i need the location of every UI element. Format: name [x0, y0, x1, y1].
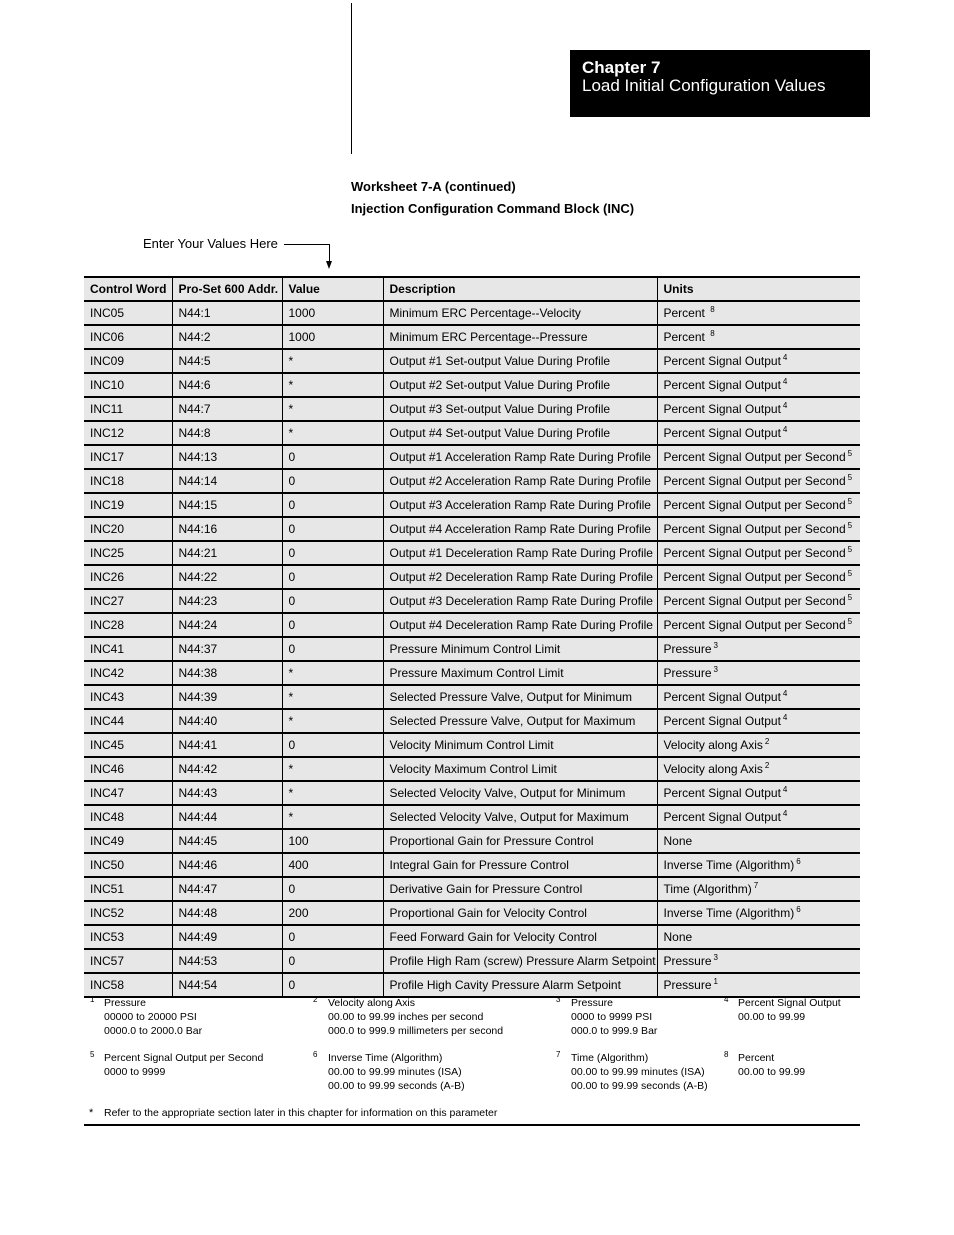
table-row: [84, 781, 860, 805]
footnote-ref: 4: [782, 689, 788, 698]
table-row: [84, 349, 860, 373]
units-text: Percent Signal Output: [663, 714, 781, 728]
units-text: Percent Signal Output per Second: [663, 498, 846, 512]
cell-address: N44:43: [172, 781, 282, 805]
units-text: Percent Signal Output per Second: [663, 570, 846, 584]
table-row: [84, 589, 860, 613]
table-row: [84, 757, 860, 781]
cell-value[interactable]: *: [282, 397, 383, 421]
footnote: [738, 1051, 805, 1079]
cell-value[interactable]: 0: [282, 733, 383, 757]
table-row: [84, 709, 860, 733]
cell-address: N44:7: [172, 397, 282, 421]
footnote-ref: 2: [764, 737, 770, 746]
footnote-line: Time (Algorithm): [571, 1052, 649, 1064]
cell-control-word: INC57: [84, 949, 172, 973]
cell-units: [657, 781, 860, 805]
column-header-units: Units: [657, 277, 860, 301]
footnote-number: 3: [556, 995, 561, 1004]
cell-description: Output #2 Set-output Value During Profile: [383, 373, 657, 397]
cell-units: [657, 541, 860, 565]
table-row: [84, 469, 860, 493]
cell-address: N44:44: [172, 805, 282, 829]
cell-control-word: INC58: [84, 973, 172, 997]
cell-control-word: INC06: [84, 325, 172, 349]
cell-control-word: INC28: [84, 613, 172, 637]
footnote-ref: 4: [782, 353, 788, 362]
cell-control-word: INC43: [84, 685, 172, 709]
units-text: Percent Signal Output: [663, 426, 781, 440]
cell-address: N44:54: [172, 973, 282, 997]
footnote-ref: 6: [796, 905, 801, 914]
cell-units: [657, 949, 860, 973]
units-text: Percent Signal Output: [663, 402, 781, 416]
footnote-line: 00.00 to 99.99 minutes (ISA): [571, 1066, 705, 1078]
table-body: [84, 301, 860, 997]
cell-address: N44:39: [172, 685, 282, 709]
cell-address: N44:6: [172, 373, 282, 397]
units-text: Percent: [663, 330, 709, 344]
cell-value[interactable]: 1000: [282, 301, 383, 325]
cell-description: Selected Velocity Valve, Output for Minimum: [383, 781, 657, 805]
cell-address: N44:8: [172, 421, 282, 445]
inc-configuration-table: [84, 276, 860, 998]
cell-description: Minimum ERC Percentage--Pressure: [383, 325, 657, 349]
cell-value[interactable]: 0: [282, 517, 383, 541]
footnote: [328, 1051, 465, 1093]
cell-control-word: INC09: [84, 349, 172, 373]
footnote: [571, 996, 657, 1038]
cell-control-word: INC12: [84, 421, 172, 445]
table-row: [84, 733, 860, 757]
footnote-number: 8: [724, 1050, 729, 1059]
cell-control-word: INC26: [84, 565, 172, 589]
footnote-ref: 5: [847, 449, 853, 458]
cell-control-word: INC18: [84, 469, 172, 493]
table-row: [84, 613, 860, 637]
footnote-ref: 7: [753, 881, 759, 890]
cell-value[interactable]: 0: [282, 637, 383, 661]
cell-description: Integral Gain for Pressure Control: [383, 853, 657, 877]
units-text: Percent Signal Output: [663, 786, 781, 800]
table-row: [84, 829, 860, 853]
note-marker: *: [89, 1107, 94, 1119]
cell-address: N44:21: [172, 541, 282, 565]
cell-units: [657, 733, 860, 757]
footnote-ref: 8: [710, 305, 715, 314]
footnote-line: 00.00 to 99.99: [738, 1011, 806, 1023]
units-text: Percent Signal Output: [663, 378, 781, 392]
footnote-ref: 5: [847, 497, 853, 506]
cell-control-word: INC52: [84, 901, 172, 925]
cell-address: N44:49: [172, 925, 282, 949]
footnote-ref: 3: [713, 665, 718, 674]
cell-address: N44:40: [172, 709, 282, 733]
footnote-ref: 5: [847, 569, 853, 578]
cell-description: Profile High Ram (screw) Pressure Alarm Setpoint: [383, 949, 657, 973]
footnote-ref: 4: [782, 425, 788, 434]
table-header-row: [84, 277, 860, 301]
chapter-title: Load Initial Configuration Values: [582, 76, 826, 95]
cell-address: N44:38: [172, 661, 282, 685]
footnote-line: 00.00 to 99.99 minutes (ISA): [328, 1066, 462, 1078]
cell-address: N44:42: [172, 757, 282, 781]
cell-description: Output #4 Set-output Value During Profile: [383, 421, 657, 445]
cell-description: Output #1 Set-output Value During Profile: [383, 349, 657, 373]
cell-control-word: INC05: [84, 301, 172, 325]
table-row: [84, 925, 860, 949]
table-row: [84, 973, 860, 997]
table-row: [84, 901, 860, 925]
cell-address: N44:1: [172, 301, 282, 325]
footnote-ref: 5: [847, 545, 853, 554]
cell-control-word: INC47: [84, 781, 172, 805]
footnote-line: 000.0 to 999.9 Bar: [571, 1025, 658, 1037]
cell-description: Output #1 Acceleration Ramp Rate During Profile: [383, 445, 657, 469]
footnote-number: 2: [313, 995, 318, 1004]
callout-arrow-line: [284, 244, 330, 245]
footnote-ref: 8: [710, 329, 715, 338]
cell-units: [657, 349, 860, 373]
footnote: [571, 1051, 708, 1093]
cell-description: Selected Pressure Valve, Output for Minimum: [383, 685, 657, 709]
chapter-header: [570, 50, 870, 117]
table-row: [84, 637, 860, 661]
cell-control-word: INC49: [84, 829, 172, 853]
cell-units: [657, 469, 860, 493]
worksheet-title: Worksheet 7-A (continued): [351, 179, 516, 194]
table-row: [84, 661, 860, 685]
cell-description: Output #4 Acceleration Ramp Rate During Profile: [383, 517, 657, 541]
cell-address: N44:41: [172, 733, 282, 757]
column-header-control-word: Control Word: [84, 277, 172, 301]
units-text: Percent Signal Output per Second: [663, 450, 846, 464]
cell-control-word: INC50: [84, 853, 172, 877]
cell-control-word: INC53: [84, 925, 172, 949]
units-text: Pressure: [663, 642, 712, 656]
footnote-ref: 3: [713, 641, 718, 650]
cell-control-word: INC42: [84, 661, 172, 685]
footnote-number: 6: [313, 1050, 318, 1059]
units-text: Pressure: [663, 954, 712, 968]
cell-address: N44:47: [172, 877, 282, 901]
footnote: [104, 996, 202, 1038]
table-row: [84, 949, 860, 973]
footnote-number: 1: [90, 995, 95, 1004]
cell-description: Minimum ERC Percentage--Velocity: [383, 301, 657, 325]
cell-units: [657, 397, 860, 421]
footnote-ref: 4: [782, 785, 788, 794]
cell-control-word: INC27: [84, 589, 172, 613]
cell-address: N44:46: [172, 853, 282, 877]
cell-units: [657, 373, 860, 397]
cell-control-word: INC44: [84, 709, 172, 733]
units-text: None: [663, 930, 693, 944]
cell-description: Feed Forward Gain for Velocity Control: [383, 925, 657, 949]
cell-control-word: INC41: [84, 637, 172, 661]
footnote-ref: 4: [782, 809, 788, 818]
cell-control-word: INC46: [84, 757, 172, 781]
cell-units: [657, 517, 860, 541]
cell-units: [657, 637, 860, 661]
down-arrow-icon: [326, 261, 332, 269]
cell-description: Proportional Gain for Velocity Control: [383, 901, 657, 925]
footnote-ref: 4: [782, 713, 788, 722]
cell-value[interactable]: 0: [282, 445, 383, 469]
table-row: [84, 853, 860, 877]
cell-description: Profile High Cavity Pressure Alarm Setpoint: [383, 973, 657, 997]
cell-description: Pressure Maximum Control Limit: [383, 661, 657, 685]
cell-control-word: INC20: [84, 517, 172, 541]
footnote-ref: 6: [796, 857, 801, 866]
cell-value[interactable]: 0: [282, 949, 383, 973]
units-text: Pressure: [663, 666, 712, 680]
cell-units: [657, 805, 860, 829]
cell-control-word: INC45: [84, 733, 172, 757]
units-text: Time (Algorithm): [663, 882, 752, 896]
table-row: [84, 493, 860, 517]
table-row: [84, 517, 860, 541]
footnote-line: 00.00 to 99.99: [738, 1066, 806, 1078]
table-row: [84, 565, 860, 589]
footnote-ref: 2: [764, 761, 770, 770]
cell-description: Pressure Minimum Control Limit: [383, 637, 657, 661]
column-header-description: Description: [383, 277, 657, 301]
footnote-line: 000.0 to 999.9 millimeters per second: [328, 1025, 504, 1037]
cell-address: N44:15: [172, 493, 282, 517]
cell-value[interactable]: *: [282, 661, 383, 685]
units-text: Pressure: [663, 978, 712, 992]
footnote-line: Pressure: [571, 997, 614, 1009]
units-text: Percent Signal Output: [663, 354, 781, 368]
units-text: Percent: [663, 306, 709, 320]
footnote-ref: 5: [847, 593, 853, 602]
bottom-rule: [84, 1124, 860, 1126]
cell-control-word: INC10: [84, 373, 172, 397]
note-text: Refer to the appropriate section later in this chapter for information on this parameter: [104, 1107, 498, 1119]
chapter-label: Chapter 7: [582, 58, 661, 77]
cell-units: [657, 493, 860, 517]
cell-value[interactable]: 0: [282, 565, 383, 589]
cell-units: [657, 565, 860, 589]
footnote-line: Velocity along Axis: [328, 997, 415, 1009]
footnote-line: Inverse Time (Algorithm): [328, 1052, 443, 1064]
cell-address: N44:45: [172, 829, 282, 853]
cell-value[interactable]: 100: [282, 829, 383, 853]
cell-units: [657, 709, 860, 733]
footnote: [738, 996, 841, 1024]
cell-value[interactable]: *: [282, 709, 383, 733]
cell-value[interactable]: *: [282, 805, 383, 829]
footnote-line: Percent: [738, 1052, 775, 1064]
cell-control-word: INC48: [84, 805, 172, 829]
footnote-number: 4: [724, 995, 729, 1004]
cell-value[interactable]: 0: [282, 541, 383, 565]
cell-value[interactable]: *: [282, 685, 383, 709]
cell-units: [657, 757, 860, 781]
units-text: Percent Signal Output per Second: [663, 594, 846, 608]
units-text: Percent Signal Output per Second: [663, 618, 846, 632]
footnote-line: Percent Signal Output: [738, 997, 841, 1009]
column-header-address: Pro-Set 600 Addr.: [172, 277, 282, 301]
cell-address: N44:22: [172, 565, 282, 589]
cell-control-word: INC51: [84, 877, 172, 901]
cell-control-word: INC11: [84, 397, 172, 421]
table-row: [84, 301, 860, 325]
cell-value[interactable]: 0: [282, 589, 383, 613]
cell-description: Output #4 Deceleration Ramp Rate During Profile: [383, 613, 657, 637]
footnote-ref: 5: [847, 617, 853, 626]
footnote-ref: 4: [782, 401, 788, 410]
cell-address: N44:14: [172, 469, 282, 493]
cell-control-word: INC17: [84, 445, 172, 469]
table-row: [84, 541, 860, 565]
footnote: [104, 1051, 263, 1079]
footnote-line: 0000.0 to 2000.0 Bar: [104, 1025, 203, 1037]
table-row: [84, 421, 860, 445]
units-text: Inverse Time (Algorithm): [663, 906, 795, 920]
cell-address: N44:24: [172, 613, 282, 637]
cell-address: N44:2: [172, 325, 282, 349]
table-row: [84, 685, 860, 709]
footnote-line: 00.00 to 99.99 seconds (A-B): [571, 1080, 708, 1092]
cell-units: [657, 301, 860, 325]
cell-description: Selected Pressure Valve, Output for Maximum: [383, 709, 657, 733]
table-row: [84, 877, 860, 901]
table-row: [84, 373, 860, 397]
cell-value[interactable]: *: [282, 349, 383, 373]
cell-units: [657, 613, 860, 637]
footnote-line: 00.00 to 99.99 seconds (A-B): [328, 1080, 465, 1092]
cell-units: [657, 325, 860, 349]
cell-description: Output #3 Acceleration Ramp Rate During Profile: [383, 493, 657, 517]
footnote-line: 0000 to 9999: [104, 1066, 166, 1078]
cell-address: N44:16: [172, 517, 282, 541]
cell-units: [657, 829, 860, 853]
table-row: [84, 805, 860, 829]
footnote-ref: 3: [713, 953, 718, 962]
cell-value[interactable]: 200: [282, 901, 383, 925]
cell-description: Output #2 Acceleration Ramp Rate During Profile: [383, 469, 657, 493]
cell-units: [657, 877, 860, 901]
units-text: Percent Signal Output: [663, 810, 781, 824]
cell-control-word: INC25: [84, 541, 172, 565]
cell-value[interactable]: 400: [282, 853, 383, 877]
footnote-line: 0000 to 9999 PSI: [571, 1011, 653, 1023]
table-row: [84, 325, 860, 349]
cell-description: Output #1 Deceleration Ramp Rate During Profile: [383, 541, 657, 565]
footnote: [328, 996, 503, 1038]
cell-value[interactable]: 0: [282, 973, 383, 997]
footnote-line: 00000 to 20000 PSI: [104, 1011, 197, 1023]
footnote-line: Pressure: [104, 997, 147, 1009]
footnote-line: 00.00 to 99.99 inches per second: [328, 1011, 484, 1023]
cell-address: N44:5: [172, 349, 282, 373]
cell-units: [657, 853, 860, 877]
cell-units: [657, 901, 860, 925]
footnote-ref: 5: [847, 473, 853, 482]
units-text: Velocity along Axis: [663, 738, 763, 752]
cell-value[interactable]: *: [282, 757, 383, 781]
cell-control-word: INC19: [84, 493, 172, 517]
footnote-number: 5: [90, 1050, 95, 1059]
units-text: Percent Signal Output: [663, 690, 781, 704]
cell-address: N44:13: [172, 445, 282, 469]
cell-address: N44:53: [172, 949, 282, 973]
cell-description: Proportional Gain for Pressure Control: [383, 829, 657, 853]
column-header-value: Value: [282, 277, 383, 301]
cell-value[interactable]: *: [282, 373, 383, 397]
cell-value[interactable]: 0: [282, 469, 383, 493]
units-text: Inverse Time (Algorithm): [663, 858, 795, 872]
cell-value[interactable]: 0: [282, 613, 383, 637]
table-row: [84, 445, 860, 469]
footnote-number: 7: [556, 1050, 561, 1059]
footnote-ref: 1: [713, 977, 718, 986]
cell-description: Velocity Minimum Control Limit: [383, 733, 657, 757]
cell-description: Output #3 Deceleration Ramp Rate During Profile: [383, 589, 657, 613]
units-text: Percent Signal Output per Second: [663, 474, 846, 488]
cell-units: [657, 925, 860, 949]
table-row: [84, 397, 860, 421]
units-text: Percent Signal Output per Second: [663, 522, 846, 536]
units-text: Velocity along Axis: [663, 762, 763, 776]
cell-value[interactable]: *: [282, 781, 383, 805]
cell-address: N44:48: [172, 901, 282, 925]
footnote-line: Percent Signal Output per Second: [104, 1052, 264, 1064]
cell-value[interactable]: 0: [282, 877, 383, 901]
cell-description: Output #3 Set-output Value During Profile: [383, 397, 657, 421]
callout-arrow-stem: [329, 244, 330, 262]
footnote-ref: 4: [782, 377, 788, 386]
cell-description: Selected Velocity Valve, Output for Maximum: [383, 805, 657, 829]
cell-units: [657, 973, 860, 997]
cell-units: [657, 661, 860, 685]
enter-values-label: Enter Your Values Here: [143, 236, 278, 251]
cell-units: [657, 685, 860, 709]
cell-value[interactable]: *: [282, 421, 383, 445]
cell-description: Velocity Maximum Control Limit: [383, 757, 657, 781]
cell-units: [657, 445, 860, 469]
cell-description: Derivative Gain for Pressure Control: [383, 877, 657, 901]
cell-value[interactable]: 0: [282, 925, 383, 949]
cell-address: N44:23: [172, 589, 282, 613]
footnote-ref: 5: [847, 521, 853, 530]
cell-address: N44:37: [172, 637, 282, 661]
units-text: Percent Signal Output per Second: [663, 546, 846, 560]
worksheet-subtitle: Injection Configuration Command Block (INC): [351, 201, 635, 216]
cell-value[interactable]: 1000: [282, 325, 383, 349]
cell-value[interactable]: 0: [282, 493, 383, 517]
cell-units: [657, 421, 860, 445]
margin-rule: [351, 3, 352, 154]
cell-description: Output #2 Deceleration Ramp Rate During Profile: [383, 565, 657, 589]
units-text: None: [663, 834, 693, 848]
cell-units: [657, 589, 860, 613]
